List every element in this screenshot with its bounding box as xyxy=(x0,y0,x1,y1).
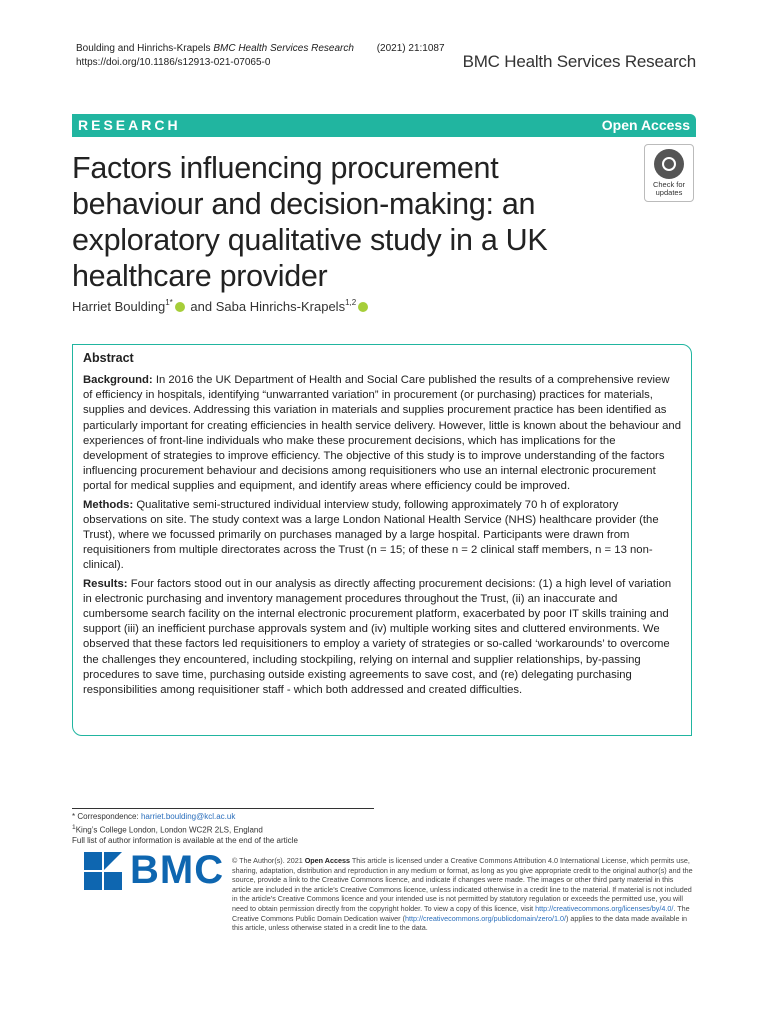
check-updates-line1: Check for xyxy=(652,180,686,189)
citation-journal: BMC Health Services Research xyxy=(213,43,354,54)
results-label: Results: xyxy=(83,577,128,590)
affiliation-sup: 1 xyxy=(72,823,76,831)
crossmark-icon xyxy=(654,149,684,179)
footnotes xyxy=(72,812,392,846)
license-text xyxy=(232,856,694,933)
doi-link[interactable]: https://doi.org/10.1186/s12913-021-07065-0 xyxy=(76,57,271,68)
article-type-banner xyxy=(72,114,696,137)
results-text: Four factors stood out in our analysis as directly affecting procurement decisions: (1) a high level of variation in electronic purchasing and inventory management procedures throughout the Trust, (ii) an inaccurate and cumbersome search facility on the internal electronic procurement platform, exacerbated by poor IT skills training and support (iii) an inefficient purchase approvals system and (iv) multiple working sites and cluttered environments. We observed that these factors led requisitioners to employ a variety of strategies or so-called ‘workarounds’ to overcome the challenges they encountered, including stockpiling, relying on internal and supplier relationships, by-passing procedures to save time, purchasing outside existing agreements to save cost, and (re) delegating purchasing responsibilities among requisitioner staff - which both addressed and created difficulties. xyxy=(83,577,672,697)
background-text: In 2016 the UK Department of Health and Social Care published the results of a comprehensive review of efficiency in hospitals, identifying “unwarranted variation” in procurement (or purchasing) practices for materials, supplies and devices. Addressing this variation in materials and supplies procurement practice has been identified as particularly important for creating efficiencies in health service delivery. However, little is known about the behaviour and experiences of front-line individuals who make these procurement decisions, which has implications for the development of strategies to improve efficiency. The objective of this study is to improve understanding of the factors influencing procurement behaviour and decisions among requisitioners who use an internal electronic procurement portal for medical supplies and equipment, and identify areas where efficiency could be improved. xyxy=(83,374,681,493)
affiliation-text: King’s College London, London WC2R 2LS, England xyxy=(75,825,263,835)
author-affiliation-sup: 1* xyxy=(165,298,173,307)
article-type-label: RESEARCH xyxy=(78,117,181,133)
author-name: Harriet Boulding xyxy=(72,299,166,314)
citation-authors: Boulding and Hinrichs-Krapels xyxy=(76,43,211,54)
abstract-methods xyxy=(83,498,681,574)
methods-label: Methods: xyxy=(83,498,134,511)
background-label: Background: xyxy=(83,374,153,386)
open-access-label: Open Access xyxy=(601,117,690,133)
author-affiliation-sup: 1,2 xyxy=(345,298,357,307)
journal-name: BMC Health Services Research xyxy=(462,52,696,71)
license-text-2: . The Creative Commons Public Domain Dedication waiver ( xyxy=(232,903,690,923)
license-text-3: ) applies to the data made available in this article, unless otherwise stated in a credit line to the data. xyxy=(232,913,688,933)
license-text-1: This article is licensed under a Creative Commons Attribution 4.0 International License, which permits use, sharing, adaptation, distribution and reproduction in any medium or format, as long as you give appropriate credit to the original author(s) and the source, provide a link to the Creative Commons licence, and indicate if changes were made. The images or other third party material in this article are included in the article’s Creative Commons licence, unless indicated otherwise in a credit line to the material. If material is not included in the article’s Creative Commons licence and your intended use is not permitted by statutory regulation or exceeds the permitted use, you will need to obtain permission directly from the copyright holder. To view a copy of this licence, visit xyxy=(232,856,693,913)
bmc-logo-icon xyxy=(84,852,124,890)
open-access-bold: Open Access xyxy=(304,856,350,865)
full-list-note: Full list of author information is available at the end of the article xyxy=(72,835,298,845)
author-connector: and xyxy=(190,299,213,314)
check-updates-line2: updates xyxy=(655,188,683,197)
citation-year: (2021) 21:1087 xyxy=(376,43,445,54)
author-list xyxy=(72,298,370,314)
author-name: Saba Hinrichs-Krapels xyxy=(215,299,346,314)
bmc-logo-text: BMC xyxy=(130,848,225,892)
abstract-results xyxy=(83,577,681,699)
correspondence-label: * Correspondence: xyxy=(72,812,139,821)
orcid-icon[interactable] xyxy=(175,302,185,312)
check-for-updates-button[interactable] xyxy=(644,144,694,202)
abstract-heading: Abstract xyxy=(83,351,134,365)
license-link-cc-zero[interactable]: http://creativecommons.org/publicdomain/zero/1.0/ xyxy=(404,913,566,923)
methods-text: Qualitative semi-structured individual interview study, following approximately 70 h of exploratory observations on site. The study context was a large London National Health Service (NHS) healthcare provider (the Trust), where we focussed primarily on purchases managed by a large hospital. Participants were drawn from requisitioners from multiple directorates across the Trust (n = 15; of these n = 2 clinical staff members, n = 13 non-clinical). xyxy=(83,498,659,572)
footnote-divider xyxy=(72,808,374,809)
correspondence-email[interactable]: harriet.boulding@kcl.ac.uk xyxy=(140,812,236,821)
copyright-prefix: © The Author(s). 2021 xyxy=(232,856,303,865)
abstract-background xyxy=(83,373,681,495)
abstract-box xyxy=(72,344,692,736)
article-title: Factors influencing procurement behaviour and decision-making: an exploratory qualitative study in a UK healthcare provider xyxy=(72,151,548,293)
running-header xyxy=(76,42,445,70)
orcid-icon[interactable] xyxy=(358,302,368,312)
bmc-logo xyxy=(84,848,225,892)
license-link-cc-by[interactable]: http://creativecommons.org/licenses/by/4.0/ xyxy=(535,903,674,913)
